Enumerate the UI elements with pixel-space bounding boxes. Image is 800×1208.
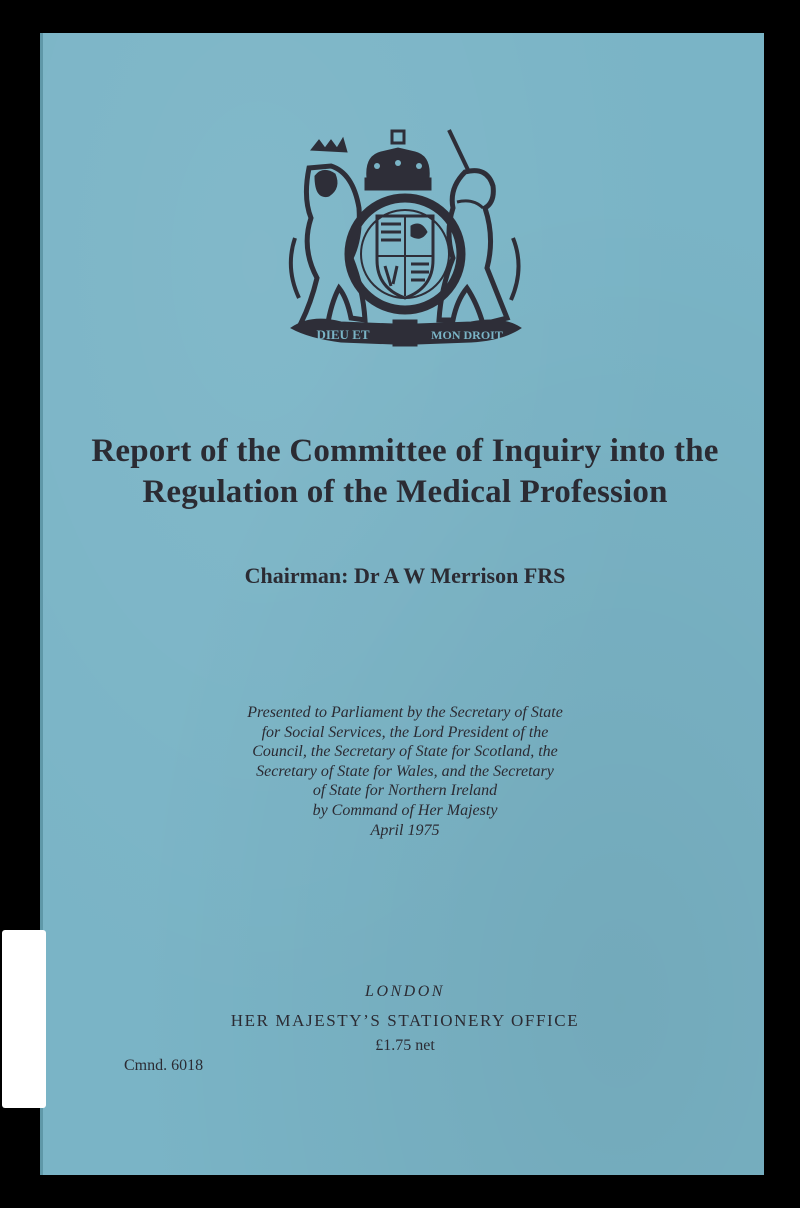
royal-coat-of-arms-icon [281,128,529,348]
command-number: Cmnd. 6018 [124,1057,204,1074]
publisher-city: LONDON [365,983,445,1000]
publisher-name: HER MAJESTY’S STATIONERY OFFICE [230,1011,580,1030]
library-label-sticker [2,930,46,1108]
svg-text:DIEU ET: DIEU ET [316,327,370,342]
presentation-statement [43,703,767,840]
title-line-2: Regulation of the Medical Profession [142,474,668,510]
price: £1.75 net [375,1037,435,1054]
presented-line: for Social Services, the Lord President of the [261,723,549,741]
motto-scroll-icon [291,319,521,346]
presented-line: Presented to Parliament by the Secretary of State [247,704,563,721]
title-line-1: Report of the Committee of Inquiry into the [91,433,719,469]
report-title [43,431,767,513]
presented-line: by Command of Her Majesty [312,801,498,819]
crown-icon [365,131,431,190]
presented-line: Secretary of State for Wales, and the Secretary [256,762,554,780]
presented-date: April 1975 [370,821,440,839]
shield-icon [349,198,461,310]
chairman-line: Chairman: Dr A W Merrison FRS [244,563,566,588]
svg-text:MON DROIT: MON DROIT [431,328,503,342]
presented-line: of State for Northern Ireland [312,782,498,800]
presented-line: Council, the Secretary of State for Scotland, the [252,743,558,761]
report-cover [40,33,764,1175]
